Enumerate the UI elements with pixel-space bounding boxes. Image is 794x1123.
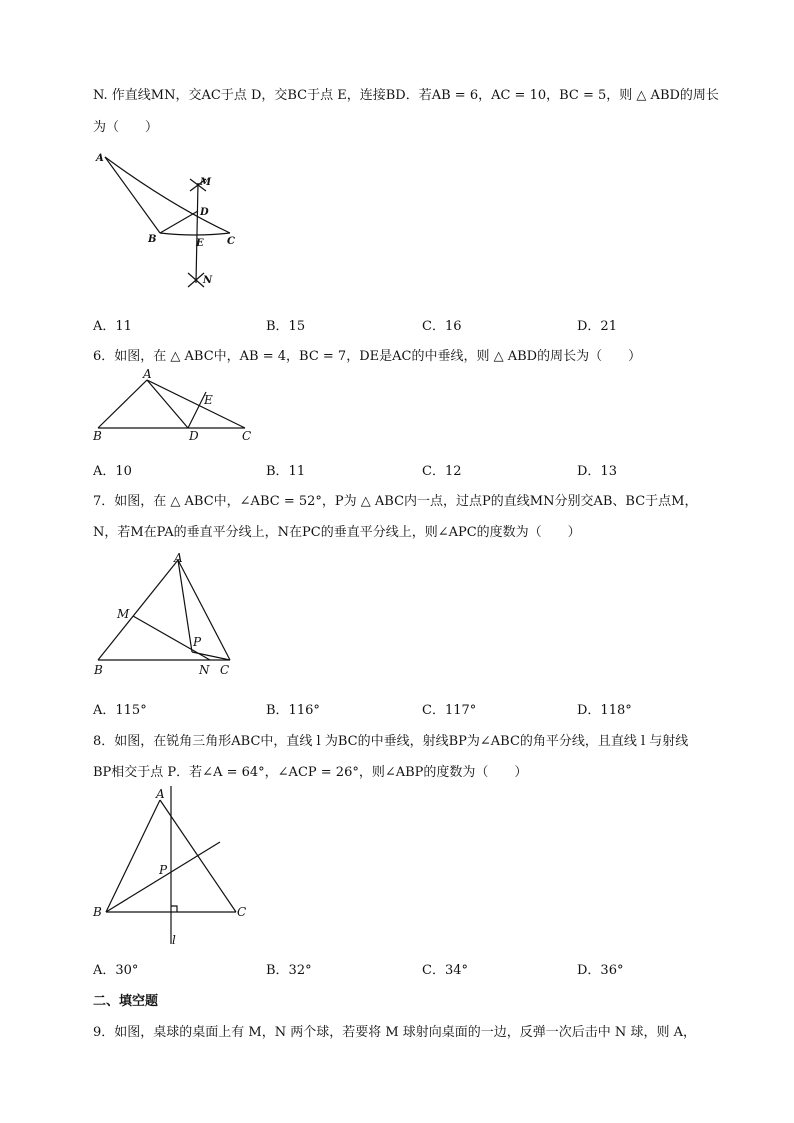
- q8-option-d[interactable]: D．36°: [577, 963, 624, 978]
- q6-label-c: C: [242, 429, 252, 443]
- q8-label-l: l: [172, 933, 176, 947]
- section-heading-fill-blank: 二、填空题: [93, 994, 159, 1009]
- q5-label-d: D: [200, 207, 209, 218]
- q7-label-c: C: [220, 663, 230, 677]
- q6-line-ad: [147, 380, 188, 428]
- q9-text-line1: 9．如图，桌球的桌面上有 M，N 两个球，若要将 M 球射向桌面的一边，反弹一次后击中 N 球，则 A，: [93, 1025, 696, 1040]
- q7-line-ab: [98, 560, 178, 660]
- q7-text-line1: 7．如图，在 △ ABC中，∠ABC = 52°，P为 △ ABC内一点，过点P的直线MN分别交AB、BC于点M，: [93, 494, 698, 509]
- q5-line-ac: [105, 157, 230, 233]
- q7-option-c[interactable]: C．117°: [422, 703, 477, 718]
- q8-text-line2: BP相交于点 P．若∠A = 64°，∠ACP = 26°，则∠ABP的度数为（ ）: [93, 765, 528, 780]
- q6-line-ab: [98, 380, 147, 428]
- q5-label-m: M: [200, 177, 212, 188]
- q6-option-c[interactable]: C．12: [422, 464, 462, 479]
- q7-line-pc: [192, 652, 230, 660]
- q8-option-b[interactable]: B．32°: [266, 963, 312, 978]
- q5-option-c[interactable]: C．16: [422, 319, 462, 334]
- q5-line-ab: [105, 157, 160, 233]
- q5-option-d[interactable]: D．21: [577, 319, 617, 334]
- q5-line-bd: [160, 211, 198, 233]
- q5-text-line1: N. 作直线MN，交AC于点 D，交BC于点 E，连接BD．若AB = 6，AC = 10，BC = 5，则 △ ABD的周长: [93, 88, 719, 103]
- q5-figure: [90, 145, 250, 295]
- q5-label-n: N: [203, 275, 213, 286]
- q6-label-b: B: [93, 429, 102, 443]
- q5-label-a: A: [96, 153, 104, 164]
- q6-label-d: D: [189, 429, 199, 443]
- q6-label-e: E: [204, 393, 213, 407]
- q5-option-b[interactable]: B．15: [266, 319, 306, 334]
- q7-figure: [90, 548, 250, 683]
- q6-figure: [90, 368, 260, 448]
- q5-option-a[interactable]: A．11: [93, 319, 132, 334]
- q5-label-e: E: [196, 238, 204, 249]
- q8-right-angle: [171, 906, 177, 912]
- q7-label-b: B: [94, 663, 103, 677]
- q5-label-c: C: [227, 236, 235, 247]
- q5-line-bc: [160, 233, 230, 235]
- q7-label-a: A: [174, 551, 183, 565]
- q7-option-d[interactable]: D．118°: [577, 703, 632, 718]
- q7-option-a[interactable]: A．115°: [93, 703, 147, 718]
- q8-label-c: C: [237, 905, 247, 919]
- q7-label-m: M: [117, 607, 130, 621]
- q6-line-ac: [147, 380, 245, 428]
- q7-label-n: N: [199, 663, 210, 677]
- q7-text-line2: N，若M在PA的垂直平分线上，N在PC的垂直平分线上，则∠APC的度数为（ ）: [93, 525, 581, 540]
- q8-label-p: P: [159, 863, 168, 877]
- q8-option-a[interactable]: A．30°: [93, 963, 139, 978]
- q7-label-p: P: [193, 635, 202, 649]
- q6-text-line1: 6．如图，在 △ ABC中，AB = 4，BC = 7，DE是AC的中垂线，则 △ ABD的周长为（ ）: [93, 349, 642, 364]
- q5-label-b: B: [148, 234, 157, 245]
- q8-option-c[interactable]: C．34°: [422, 963, 468, 978]
- q8-label-a: A: [156, 787, 165, 801]
- q6-label-a: A: [143, 367, 152, 381]
- q7-option-b[interactable]: B．116°: [266, 703, 320, 718]
- q8-text-line1: 8．如图，在锐角三角形ABC中，直线 l 为BC的中垂线，射线BP为∠ABC的角平分线，且直线 l 与射线: [93, 734, 689, 749]
- q6-option-a[interactable]: A．10: [93, 464, 132, 479]
- q5-line-mn: [196, 183, 198, 283]
- q8-figure: [90, 784, 260, 949]
- q6-option-d[interactable]: D．13: [577, 464, 617, 479]
- q8-label-b: B: [93, 905, 102, 919]
- q6-option-b[interactable]: B．11: [266, 464, 306, 479]
- q5-text-line2: 为（ ）: [93, 120, 159, 135]
